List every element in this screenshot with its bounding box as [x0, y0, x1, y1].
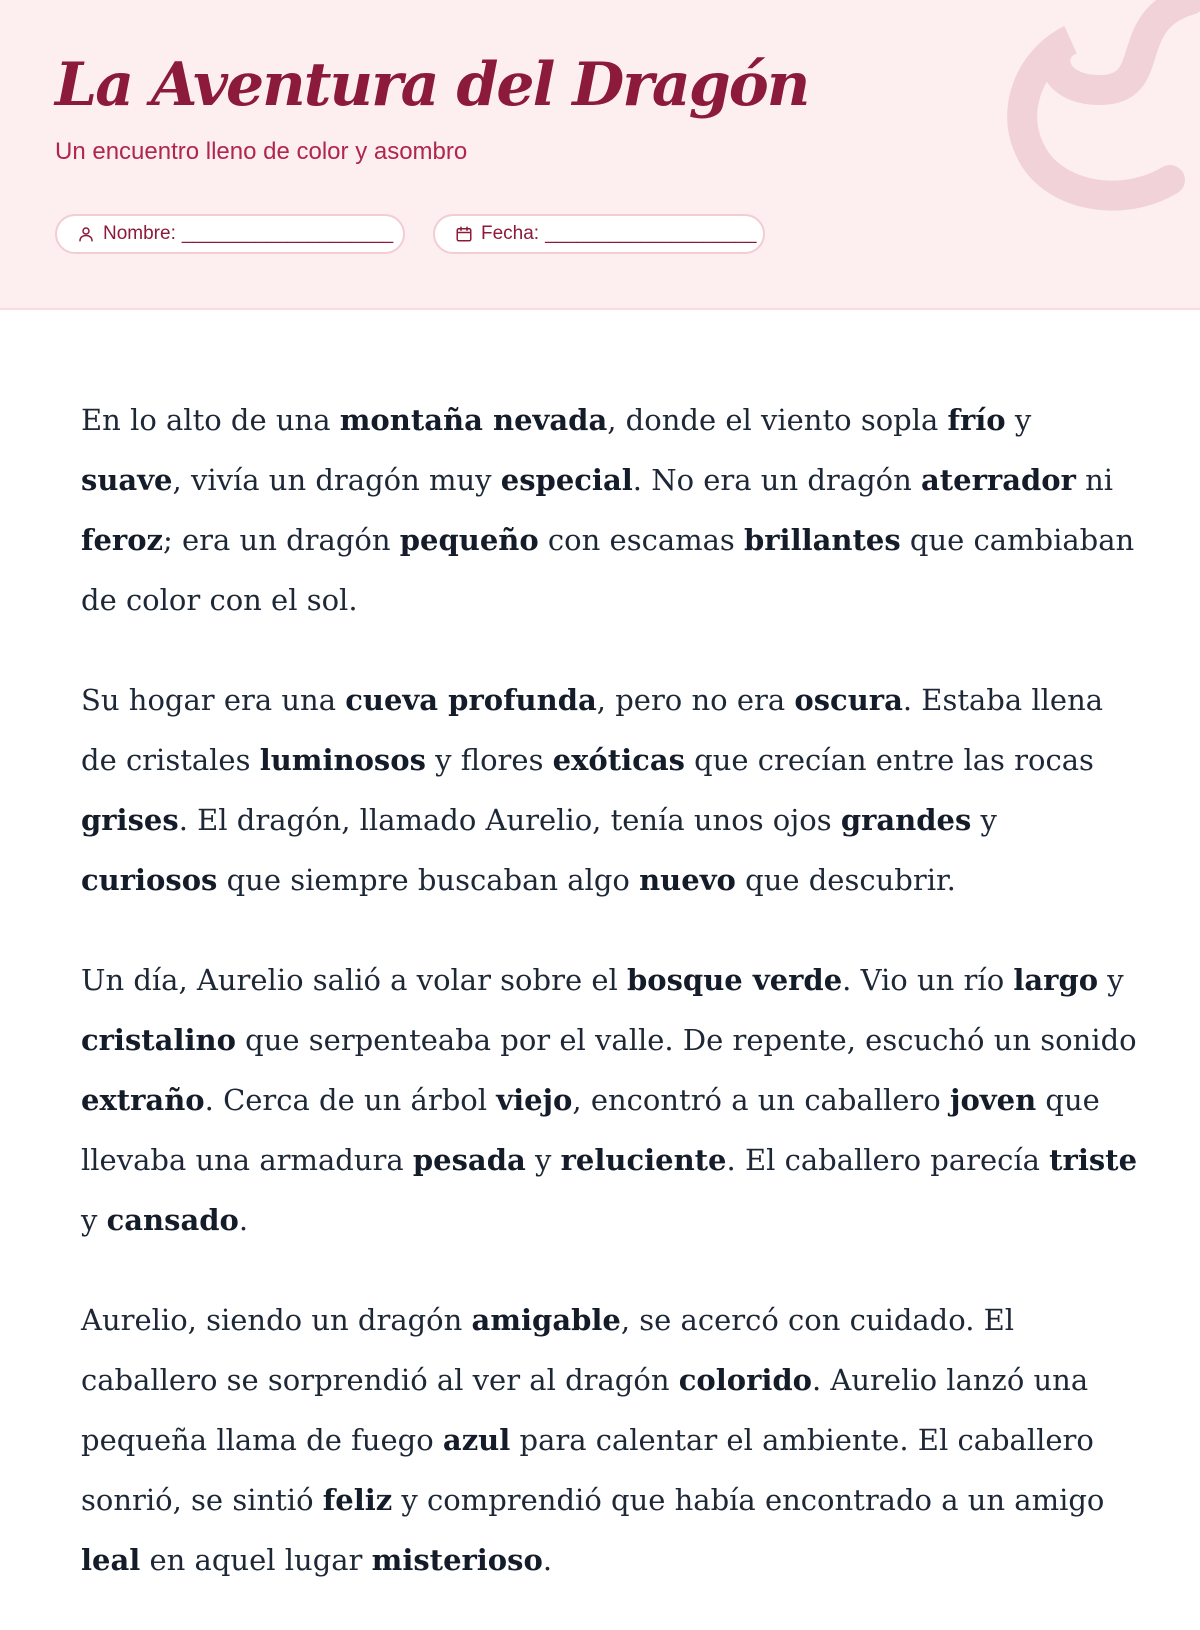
- story-text: que serpenteaba por el valle. De repente, escuchó un sonido: [235, 1023, 1137, 1057]
- calendar-icon: [455, 225, 473, 243]
- story-text: .: [542, 1543, 553, 1577]
- date-field-label: Fecha:: [481, 223, 540, 244]
- story-text: con escamas: [538, 523, 744, 557]
- story-text: Un día, Aurelio salió a volar sobre el: [81, 963, 627, 997]
- story-text: . No era un dragón: [632, 463, 921, 497]
- highlighted-word: cristalino: [81, 1023, 236, 1057]
- story-text: que llevaba una armadura: [81, 1083, 1100, 1177]
- highlighted-word: oscura: [794, 683, 903, 717]
- story-text: En lo alto de una: [81, 403, 340, 437]
- story-text: Aurelio, siendo un dragón: [81, 1303, 472, 1337]
- highlighted-word: frío: [947, 403, 1006, 437]
- highlighted-word: amigable: [471, 1303, 621, 1337]
- story-paragraph-1: [81, 390, 1141, 630]
- highlighted-word: grises: [81, 803, 179, 837]
- story-text: que crecían entre las rocas: [684, 743, 1094, 777]
- story-text: . El dragón, llamado Aurelio, tenía unos ojos: [178, 803, 841, 837]
- date-field-blank[interactable]: ____________________: [545, 223, 757, 244]
- story-text: . Vio un río: [842, 963, 1014, 997]
- highlighted-word: misterioso: [371, 1543, 543, 1577]
- worksheet-header: [0, 0, 1200, 310]
- story-text: que siempre buscaban algo: [217, 863, 640, 897]
- story-text: ni: [1075, 463, 1114, 497]
- story-text: para calentar el ambiente. El caballero sonrió, se sintió: [81, 1423, 1094, 1517]
- story-text: que cambiaban de color con el sol.: [81, 523, 1135, 617]
- name-field[interactable]: [55, 214, 405, 254]
- highlighted-word: nuevo: [639, 863, 736, 897]
- name-field-blank[interactable]: ____________________: [181, 223, 394, 244]
- story-text: , encontró a un caballero: [572, 1083, 950, 1117]
- highlighted-word: curiosos: [81, 863, 218, 897]
- highlighted-word: viejo: [496, 1083, 573, 1117]
- highlighted-word: colorido: [678, 1363, 812, 1397]
- highlighted-word: feliz: [322, 1483, 393, 1517]
- story-text: que descubrir.: [735, 863, 956, 897]
- story-text: y comprendió que había encontrado a un amigo: [392, 1483, 1105, 1517]
- highlighted-word: cansado: [106, 1203, 239, 1237]
- highlighted-word: triste: [1049, 1143, 1138, 1177]
- highlighted-word: grandes: [840, 803, 972, 837]
- worksheet-title: La Aventura del Dragón: [55, 50, 809, 120]
- highlighted-word: cueva profunda: [345, 683, 597, 717]
- highlighted-word: reluciente: [560, 1143, 727, 1177]
- name-field-label: Nombre:: [103, 223, 176, 244]
- highlighted-word: luminosos: [259, 743, 426, 777]
- story-text: .: [238, 1203, 249, 1237]
- worksheet-subtitle: Un encuentro lleno de color y asombro: [55, 138, 468, 165]
- highlighted-word: joven: [949, 1083, 1037, 1117]
- story-text: . Estaba llena de cristales: [81, 683, 1104, 777]
- highlighted-word: brillantes: [744, 523, 901, 557]
- story-text: . El caballero parecía: [726, 1143, 1050, 1177]
- highlighted-word: especial: [500, 463, 633, 497]
- highlighted-word: extraño: [81, 1083, 205, 1117]
- highlighted-word: montaña nevada: [339, 403, 608, 437]
- story-text: y: [525, 1143, 561, 1177]
- story-text: y: [1005, 403, 1032, 437]
- story-text: y: [81, 1203, 107, 1237]
- highlighted-word: exóticas: [552, 743, 685, 777]
- story-text: . Cerca de un árbol: [204, 1083, 497, 1117]
- story-paragraph-4: [81, 1290, 1141, 1590]
- date-field[interactable]: [433, 214, 765, 254]
- story-text: y: [1098, 963, 1124, 997]
- highlighted-word: leal: [81, 1543, 141, 1577]
- story-text: , pero no era: [596, 683, 795, 717]
- highlighted-word: azul: [442, 1423, 511, 1457]
- story-text: y flores: [425, 743, 553, 777]
- story-body: [81, 390, 1141, 1630]
- highlighted-word: aterrador: [921, 463, 1076, 497]
- flame-decoration: [990, 0, 1200, 240]
- story-text: ; era un dragón: [163, 523, 400, 557]
- story-text: en aquel lugar: [140, 1543, 372, 1577]
- story-text: y: [971, 803, 997, 837]
- highlighted-word: pesada: [412, 1143, 526, 1177]
- story-paragraph-3: [81, 950, 1141, 1250]
- highlighted-word: bosque verde: [626, 963, 843, 997]
- user-icon: [77, 225, 95, 243]
- story-text: Su hogar era una: [81, 683, 346, 717]
- highlighted-word: feroz: [81, 523, 164, 557]
- story-paragraph-2: [81, 670, 1141, 910]
- highlighted-word: suave: [81, 463, 173, 497]
- story-text: , vivía un dragón muy: [172, 463, 501, 497]
- story-text: , donde el viento sopla: [607, 403, 948, 437]
- highlighted-word: pequeño: [399, 523, 539, 557]
- story-text: , se acercó con cuidado. El caballero se sorprendió al ver al dragón: [81, 1303, 1015, 1397]
- story-text: . Aurelio lanzó una pequeña llama de fuego: [81, 1363, 1089, 1457]
- highlighted-word: largo: [1013, 963, 1099, 997]
